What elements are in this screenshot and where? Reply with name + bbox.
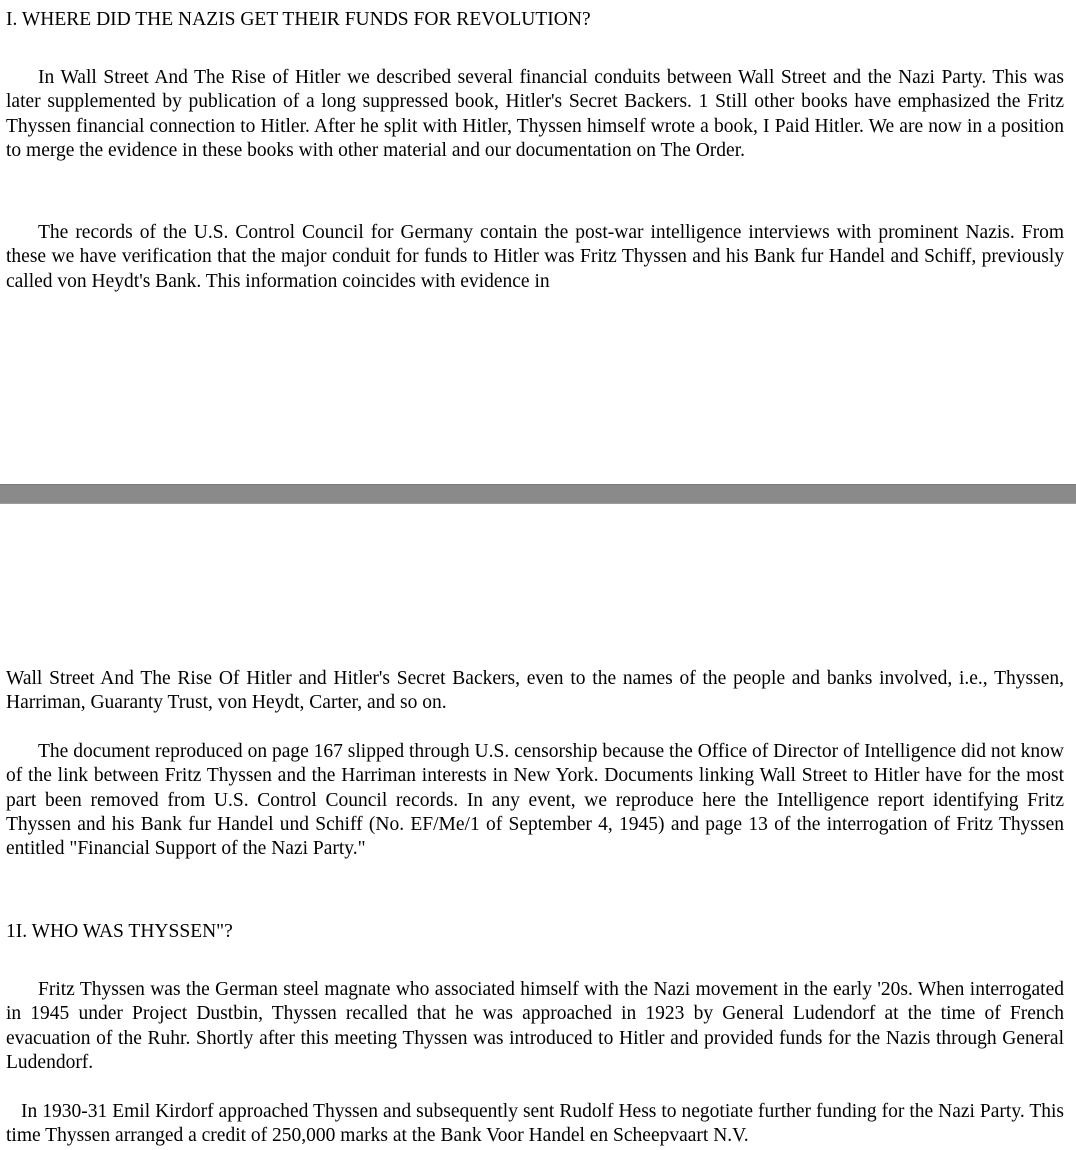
paragraph-control-council-records: The records of the U.S. Control Council for Germany contain the post-war intelligence interviews with prominent Nazis. From these we have verification that the major conduit for funds to Hitler was Fritz Thyssen and his Bank fur Handel and Schiff, previously called von Heydt's Bank. This information coincides with evidence in <box>6 222 1064 292</box>
page-separator <box>0 484 1076 504</box>
section-heading-who-was-thyssen: 1I. WHO WAS THYSSEN"? <box>6 921 233 942</box>
section-heading-where-did-nazis-get-funds: I. WHERE DID THE NAZIS GET THEIR FUNDS FOR REVOLUTION? <box>6 9 591 30</box>
paragraph-continuation-wall-street: Wall Street And The Rise Of Hitler and Hitler's Secret Backers, even to the names of the people and banks involved, i.e., Thyssen, Harriman, Guaranty Trust, von Heydt, Carter, and so on. <box>6 668 1064 714</box>
document-page-top <box>0 0 1076 484</box>
paragraph-fritz-thyssen-steel-magnate: Fritz Thyssen was the German steel magnate who associated himself with the Nazi movement in the early '20s. When interrogated in 1945 under Project Dustbin, Thyssen recalled that he was approached in 1923 by General Ludendorf at the time of French evacuation of the Ruhr. Shortly after this meeting Thyssen was introduced to Hitler and provided funds for the Nazis through General Ludendorf. <box>6 979 1064 1073</box>
document-page-bottom <box>0 504 1076 1150</box>
paragraph-emil-kirdorf: In 1930-31 Emil Kirdorf approached Thyssen and subsequently sent Rudolf Hess to negotiate further funding for the Nazi Party. This time Thyssen arranged a credit of 250,000 marks at the Bank Voor Handel en Scheepvaart N.V. <box>6 1101 1064 1147</box>
paragraph-document-reproduced: The document reproduced on page 167 slipped through U.S. censorship because the Office of Director of Intelligence did not know of the link between Fritz Thyssen and the Harriman interests in New York. Documents linking Wall Street to Hitler have for the most part been removed from U.S. Control Council records. In any event, we reproduce here the Intelligence report identifying Fritz Thyssen and his Bank fur Handel und Schiff (No. EF/Me/1 of September 4, 1945) and page 13 of the interrogation of Fritz Thyssen entitled "Financial Support of the Nazi Party." <box>6 741 1064 860</box>
paragraph-financial-conduits: In Wall Street And The Rise of Hitler we described several financial conduits between Wall Street and the Nazi Party. This was later supplemented by publication of a long suppressed book, Hitler's Secret Backers. 1 Still other books have emphasized the Fritz Thyssen financial connection to Hitler. After he split with Hitler, Thyssen himself wrote a book, I Paid Hitler. We are now in a position to merge the evidence in these books with other material and our documentation on The Order. <box>6 67 1064 161</box>
